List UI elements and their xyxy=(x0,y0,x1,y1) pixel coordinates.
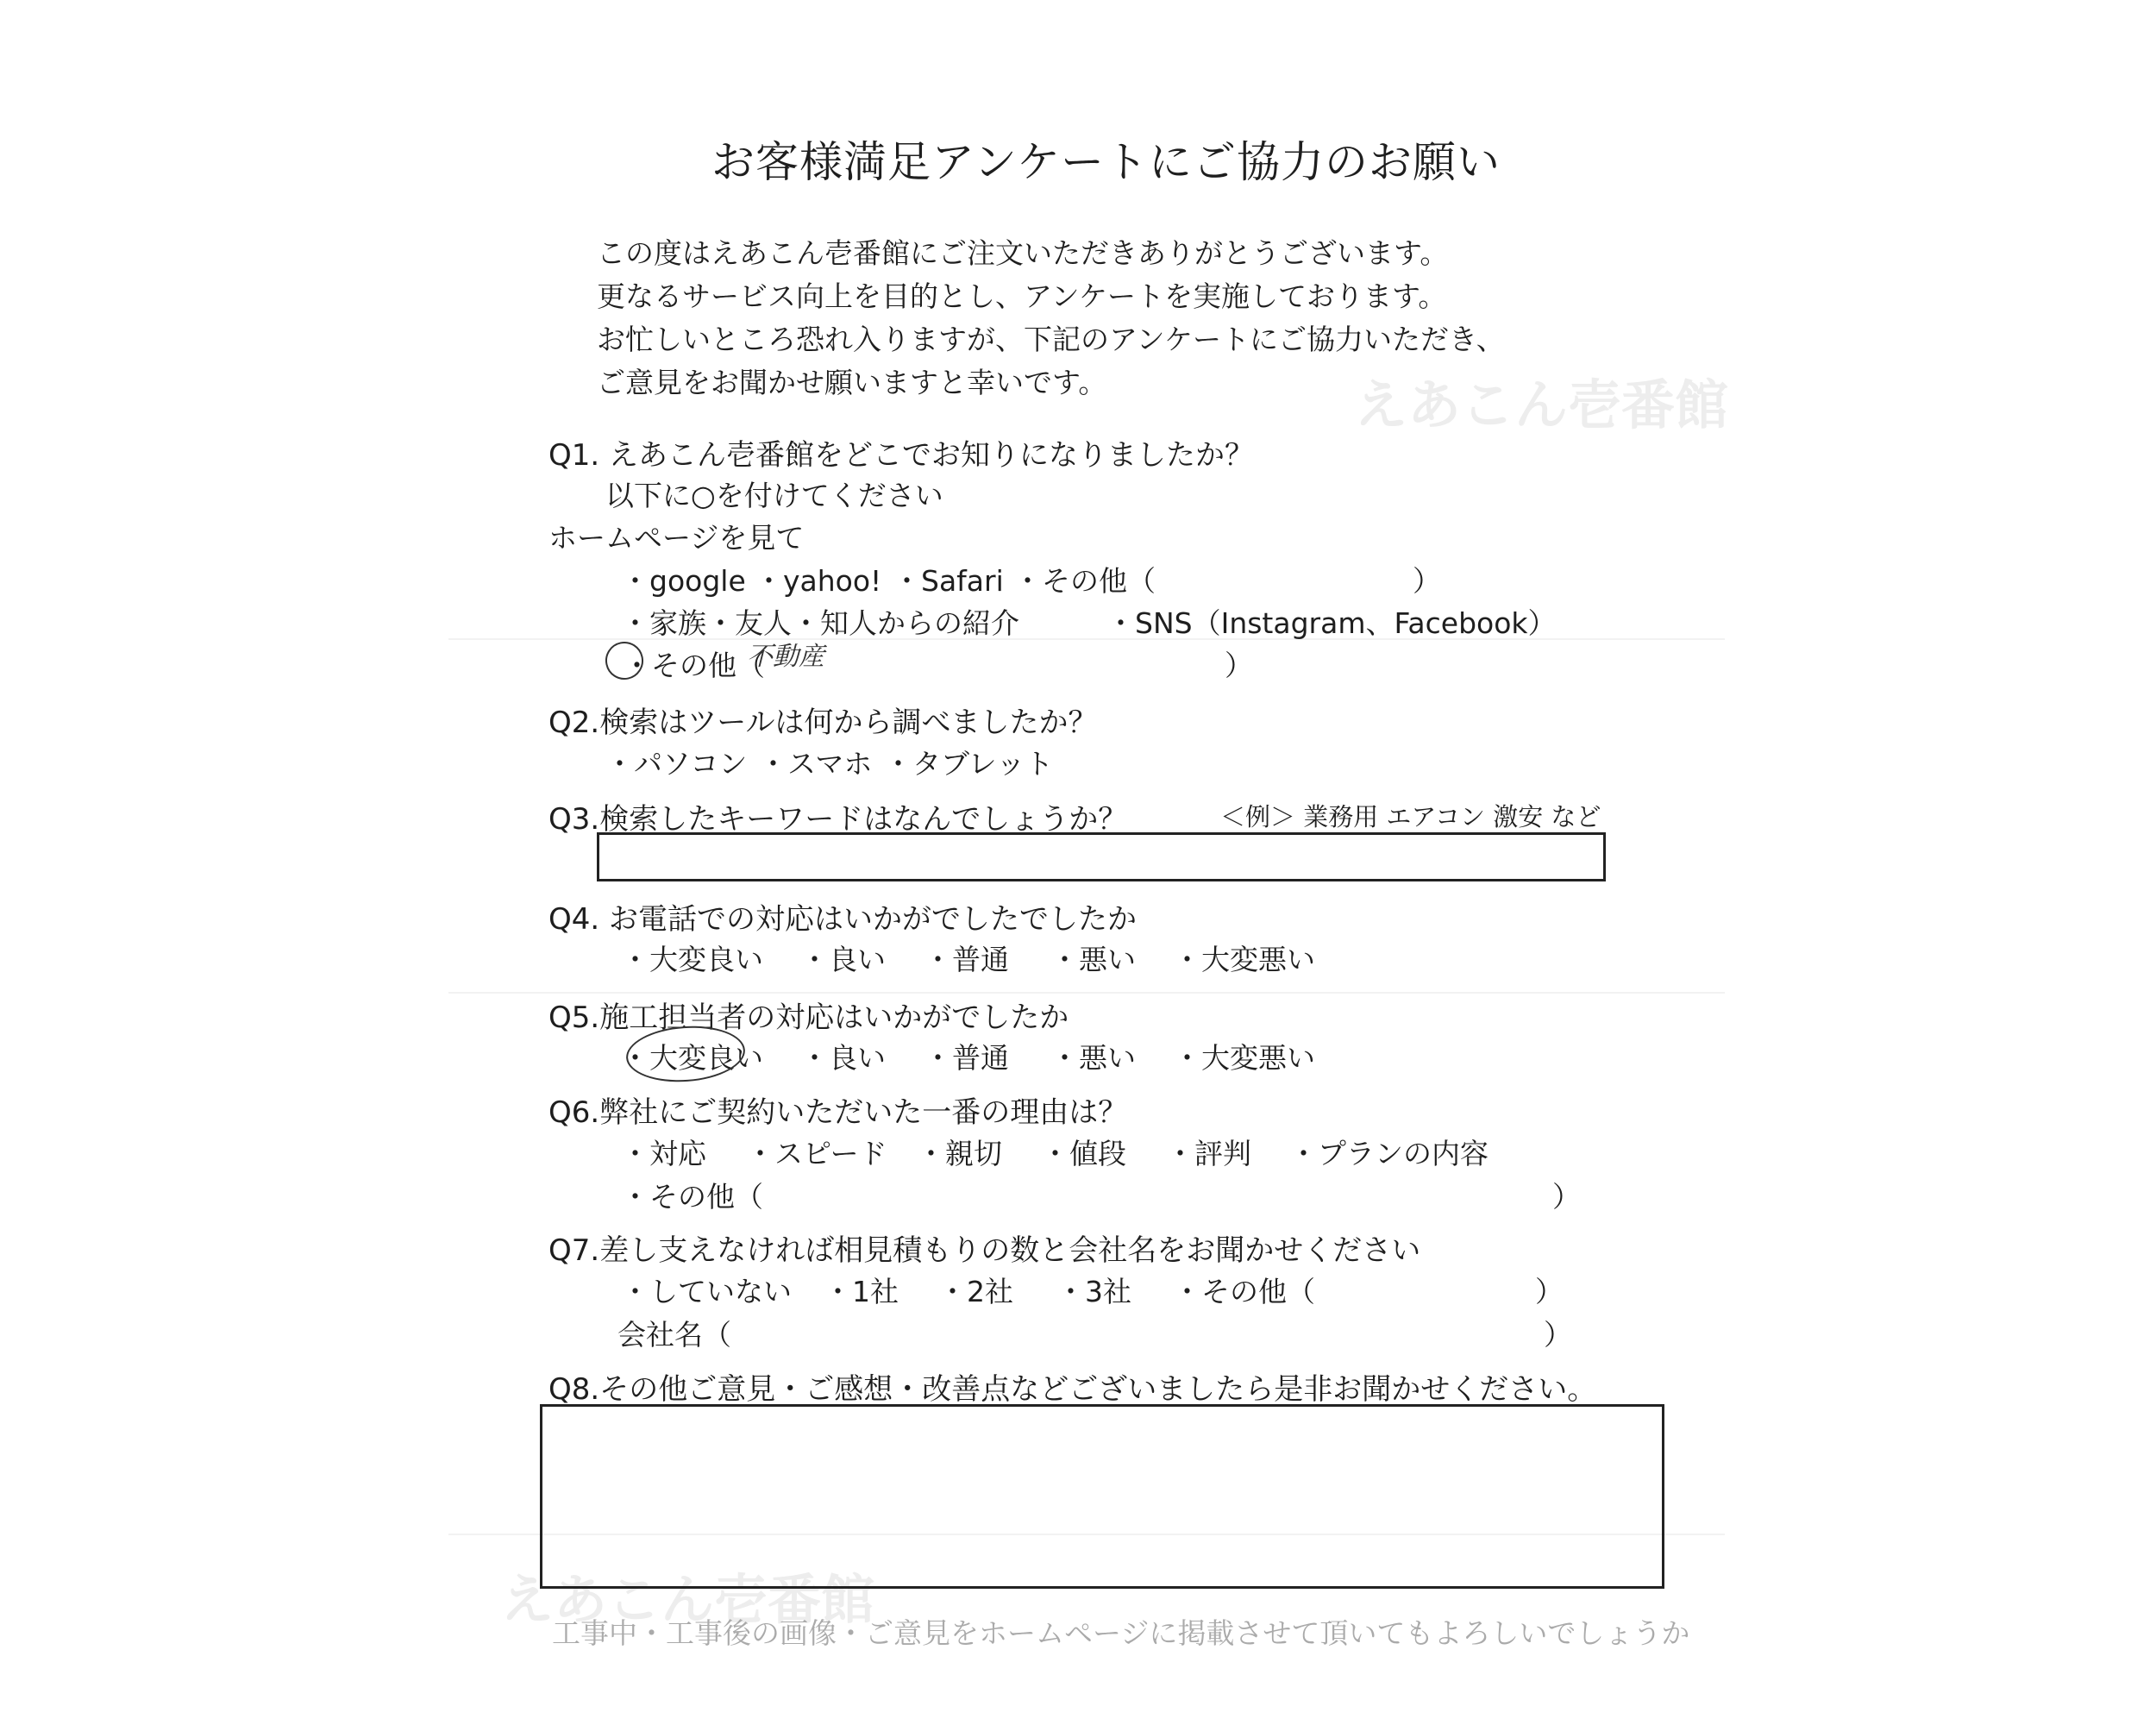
intro-line-3: お忙しいところ恐れ入りますが、下記のアンケートにご協力いただき、 xyxy=(597,323,1505,356)
q2-option-tablet[interactable]: ・タブレット xyxy=(884,747,1054,781)
q3-example: ＜例＞ 業務用 エアコン 激安 など xyxy=(1220,802,1601,831)
q5-option-bad[interactable]: ・悪い xyxy=(1050,1041,1136,1075)
q4-option-very-bad[interactable]: ・大変悪い xyxy=(1173,943,1315,976)
q3-label: Q3.検索したキーワードはなんでしょうか？ xyxy=(548,802,1128,837)
intro-line-4: ご意見をお聞かせ願いますと幸いです。 xyxy=(597,366,1107,399)
q7-company-close: ） xyxy=(1544,1318,1572,1352)
q6-option-response[interactable]: ・対応 xyxy=(621,1137,706,1170)
q7-option-2[interactable]: ・2社 xyxy=(938,1275,1013,1308)
q1-option-other-close: ） xyxy=(1413,564,1441,598)
intro-line-2: 更なるサービス向上を目的とし、アンケートを実施しております。 xyxy=(597,279,1447,313)
q6-option-kindness[interactable]: ・親切 xyxy=(917,1137,1002,1170)
q2-label: Q2.検索はツールは何から調べましたか？ xyxy=(548,706,1098,740)
q1-option-sns[interactable]: ・SNS（Instagram、Facebook） xyxy=(1106,606,1557,640)
q8-label: Q8.その他ご意見・ご感想・改善点などございましたら是非お聞かせください。 xyxy=(548,1372,1597,1407)
q6-label: Q6.弊社にご契約いただいた一番の理由は？ xyxy=(548,1095,1128,1130)
q1-option-yahoo[interactable]: ・yahoo! xyxy=(755,564,882,598)
q7-option-other-close: ） xyxy=(1535,1275,1564,1308)
q1-option-family[interactable]: ・家族・友人・知人からの紹介 xyxy=(621,606,1019,640)
watermark-bottom: えあこん壱番館 xyxy=(500,1568,875,1631)
q6-option-plan[interactable]: ・プランの内容 xyxy=(1289,1137,1489,1170)
q6-option-reputation[interactable]: ・評判 xyxy=(1166,1137,1251,1170)
cutoff-text: 工事中・工事後の画像・ご意見をホームページに掲載させて頂いてもよろしいでしょうか xyxy=(552,1616,1690,1650)
q5-option-good[interactable]: ・良い xyxy=(800,1041,886,1075)
q1-label: Q1. えあこん壱番館をどこでお知りになりましたか？ xyxy=(548,438,1255,473)
q1-option-other[interactable]: ・その他（ xyxy=(1013,564,1156,598)
q5-option-very-good[interactable]: ・大変良い xyxy=(621,1041,763,1075)
q4-label: Q4. お電話での対応はいかがでしたでしたか xyxy=(548,902,1138,937)
q1-option-safari[interactable]: ・Safari xyxy=(893,564,1004,598)
q4-option-good[interactable]: ・良い xyxy=(800,943,886,976)
q5-label: Q5.施工担当者の対応はいかがでしたか xyxy=(548,1000,1069,1035)
q1-option-google[interactable]: ・google xyxy=(621,564,746,598)
intro-line-1: この度はえあこん壱番館にご注文いただきありがとうございます。 xyxy=(597,236,1449,270)
q7-option-3[interactable]: ・3社 xyxy=(1056,1275,1131,1308)
survey-title: お客様満足アンケートにご協力のお願い xyxy=(711,137,1501,187)
q5-option-very-bad[interactable]: ・大変悪い xyxy=(1173,1041,1315,1075)
q1-option-other-2-close: ） xyxy=(1225,649,1253,682)
q8-comment-box[interactable] xyxy=(540,1404,1664,1589)
q5-option-normal[interactable]: ・普通 xyxy=(924,1041,1009,1075)
q7-label: Q7.差し支えなければ相見積もりの数と会社名をお聞かせください xyxy=(548,1233,1421,1268)
q7-company-label[interactable]: 会社名（ xyxy=(617,1318,731,1352)
q4-option-very-good[interactable]: ・大変良い xyxy=(621,943,763,976)
q6-option-speed[interactable]: ・スピード xyxy=(746,1137,887,1170)
q7-option-1[interactable]: ・1社 xyxy=(824,1275,899,1308)
q7-option-other[interactable]: ・その他（ xyxy=(1173,1275,1315,1308)
q6-option-price[interactable]: ・値段 xyxy=(1041,1137,1126,1170)
q6-option-other[interactable]: ・その他（ xyxy=(621,1180,763,1214)
q1-option-other-2[interactable]: ・その他（ xyxy=(623,649,765,682)
q3-keyword-box[interactable] xyxy=(597,832,1606,881)
q4-option-bad[interactable]: ・悪い xyxy=(1050,943,1136,976)
q1-instruction: 以下に○を付けてください xyxy=(605,479,943,512)
q4-option-normal[interactable]: ・普通 xyxy=(924,943,1009,976)
q7-option-none[interactable]: ・していない xyxy=(621,1275,792,1308)
q6-option-other-close: ） xyxy=(1552,1180,1581,1214)
cutoff-clip xyxy=(552,1611,1690,1650)
watermark-top: えあこん壱番館 xyxy=(1354,373,1729,436)
q1-handwritten-answer: 不動産 xyxy=(747,642,824,672)
q1-homepage-label: ホームページを見て xyxy=(548,521,805,555)
q2-option-smartphone[interactable]: ・スマホ xyxy=(759,747,873,781)
q2-option-pc[interactable]: ・パソコン xyxy=(605,747,748,781)
